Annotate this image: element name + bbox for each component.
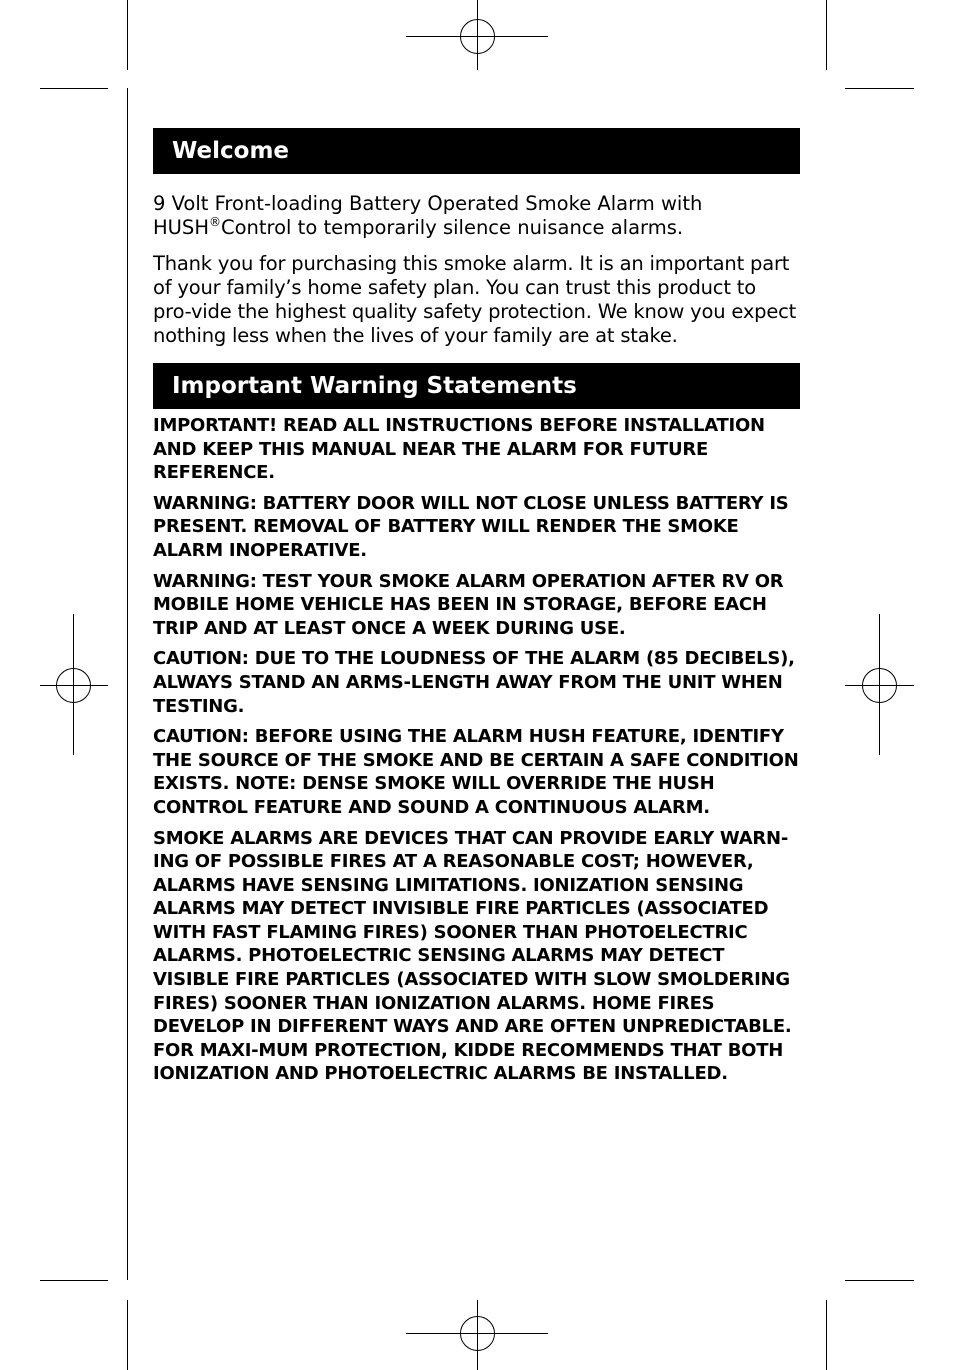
registered-mark: ®: [208, 215, 221, 229]
warning-statement: IMPORTANT! READ ALL INSTRUCTIONS BEFORE INSTALLATION AND KEEP THIS MANUAL NEAR THE ALARM FOR FUTURE REFERENCE.: [153, 415, 765, 484]
product-description: [153, 192, 800, 240]
thank-you-paragraph: Thank you for purchasing this smoke alarm. It is an important part of your family’s home safety plan. You can trust this product to pro-vide the highest quality safety protection. We know you expect nothing less when the lives of your family are at stake.: [153, 252, 797, 347]
warning-statement: WARNING: TEST YOUR SMOKE ALARM OPERATION AFTER RV OR MOBILE HOME VEHICLE HAS BEEN IN STORAGE, BEFORE EACH TRIP AND AT LEAST ONCE A WEEK DURING USE.: [153, 570, 784, 639]
manual-page: [153, 128, 800, 1086]
welcome-heading: Welcome: [153, 128, 800, 174]
brand-name: HUSH: [153, 216, 209, 239]
warning-statement: WARNING: BATTERY DOOR WILL NOT CLOSE UNLESS BATTERY IS PRESENT. REMOVAL OF BATTERY WILL RENDER THE SMOKE ALARM INOPERATIVE.: [153, 492, 789, 561]
caution-statement: CAUTION: DUE TO THE LOUDNESS OF THE ALARM (85 DECIBELS), ALWAYS STAND AN ARMS-LENGTH AWAY FROM THE UNIT WHEN TESTING.: [153, 648, 795, 717]
caution-statement: CAUTION: BEFORE USING THE ALARM HUSH FEATURE, IDENTIFY THE SOURCE OF THE SMOKE AND BE CERTAIN A SAFE CONDITION EXISTS. NOTE: DENSE SMOKE WILL OVERRIDE THE HUSH CONTROL FEATURE AND SOUND A CONTINUOUS ALARM.: [153, 726, 799, 818]
warnings-heading: Important Warning Statements: [153, 363, 800, 409]
product-line-2: Control to temporarily silence nuisance alarms.: [220, 216, 684, 239]
smoke-alarm-limitations-statement: SMOKE ALARMS ARE DEVICES THAT CAN PROVIDE EARLY WARN-ING OF POSSIBLE FIRES AT A REASONABLE COST; HOWEVER, ALARMS HAVE SENSING LIMITATIONS. IONIZATION SENSING ALARMS MAY DETECT INVISIBLE FIRE PARTICLES (ASSOCIATED WITH FAST FLAMING FIRES) SOONER THAN PHOTOELECTRIC ALARMS. PHOTOELECTRIC SENSING ALARMS MAY DETECT VISIBLE FIRE PARTICLES (ASSOCIATED WITH SLOW SMOLDERING FIRES) SOONER THAN IONIZATION ALARMS. HOME FIRES DEVELOP IN DIFFERENT WAYS AND ARE OFTEN UNPREDICTABLE. FOR MAXI-MUM PROTECTION, KIDDE RECOMMENDS THAT BOTH IONIZATION AND PHOTOELECTRIC ALARMS BE INSTALLED.: [153, 827, 792, 1085]
product-line-1: 9 Volt Front-loading Battery Operated Smoke Alarm with: [153, 192, 703, 215]
